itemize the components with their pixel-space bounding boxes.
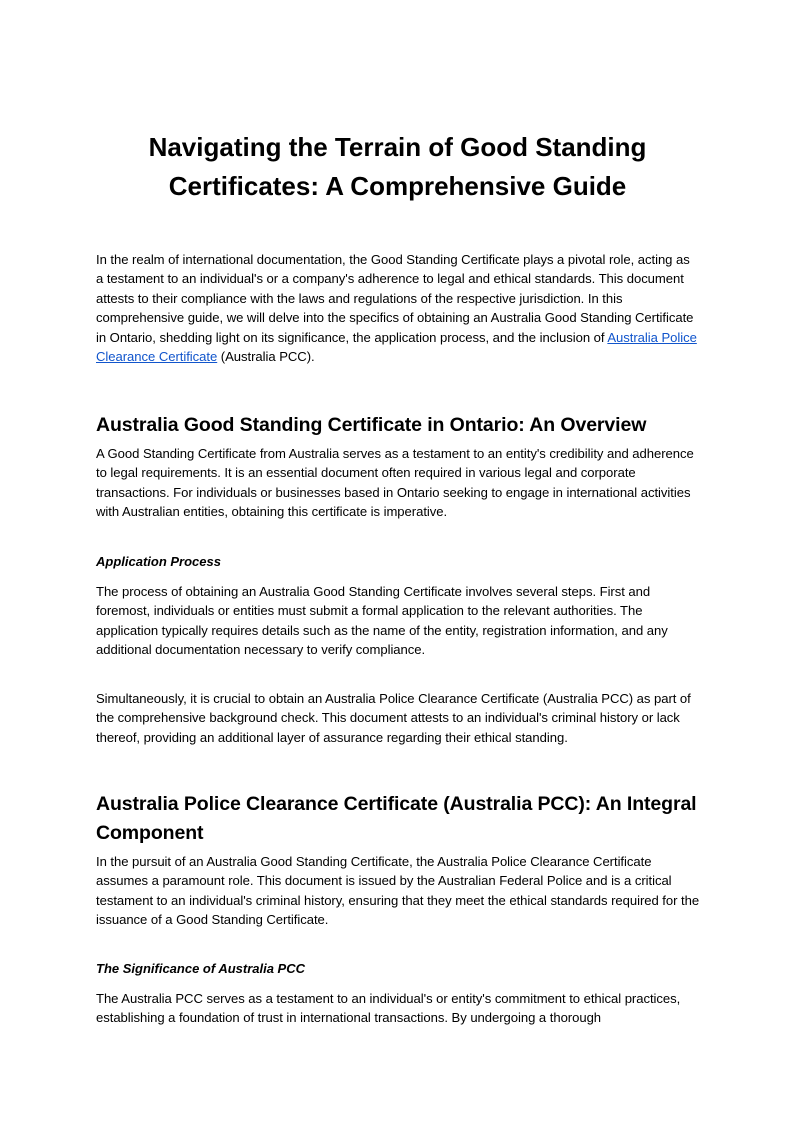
police-clearance-paragraph: Simultaneously, it is crucial to obtain an Australia Police Clearance Certificate (Australia PCC) as part of the comprehensive background check. This document attests to an individual's criminal history or lack thereof, providing an additional layer of assurance regarding their ethical standing. bbox=[96, 691, 691, 745]
section1-heading: Australia Good Standing Certificate in Ontario: An Overview bbox=[96, 414, 647, 436]
section2-paragraph: In the pursuit of an Australia Good Standing Certificate, the Australia Police Clearance Certificate assumes a paramount role. This document is issued by the Australian Federal Police and is a critical testament to an individual's criminal history, ensuring that they meet the ethical standards required for the issuance of a Good Standing Certificate. bbox=[96, 854, 700, 928]
application-process-subheading: Application Process bbox=[96, 554, 221, 569]
section1-paragraph: A Good Standing Certificate from Australia serves as a testament to an entity's credibility and adherence to legal requirements. It is an essential document often required in various legal and corporate transactions. For individuals or businesses based in Ontario seeking to engage in international activities with Australian entities, obtaining this certificate is imperative. bbox=[96, 446, 694, 520]
application-process-paragraph: The process of obtaining an Australia Good Standing Certificate involves several steps. First and foremost, individuals or entities must submit a formal application to the relevant authorities. The application typically requires details such as the name of the entity, registration information, and any additional documentation necessary to verify compliance. bbox=[96, 584, 668, 658]
document-title: Navigating the Terrain of Good Standing Certificates: A Comprehensive Guide bbox=[148, 132, 647, 201]
section2-heading: Australia Police Clearance Certificate (Australia PCC): An Integral Component bbox=[96, 793, 697, 844]
intro-paragraph bbox=[96, 250, 700, 366]
significance-paragraph: The Australia PCC serves as a testament to an individual's or entity's commitment to ethical practices, establishing a foundation of trust in international transactions. By undergoing a thorough bbox=[96, 991, 681, 1026]
intro-text-before-link: In the realm of international documentation, the Good Standing Certificate plays a pivotal role, acting as a testament to an individual's or a company's adherence to legal and ethical standards. This document attests to their compliance with the laws and regulations of the respective jurisdiction. In this comprehensive guide, we will delve into the specifics of obtaining an Australia Good Standing Certificate in Ontario, shedding light on its significance, the application process, and the inclusion of bbox=[96, 252, 694, 345]
intro-text-after-link: (Australia PCC). bbox=[217, 349, 315, 365]
australia-pcc-link[interactable]: Australia Police Clearance Certificate bbox=[96, 329, 697, 365]
significance-subheading: The Significance of Australia PCC bbox=[96, 961, 306, 976]
